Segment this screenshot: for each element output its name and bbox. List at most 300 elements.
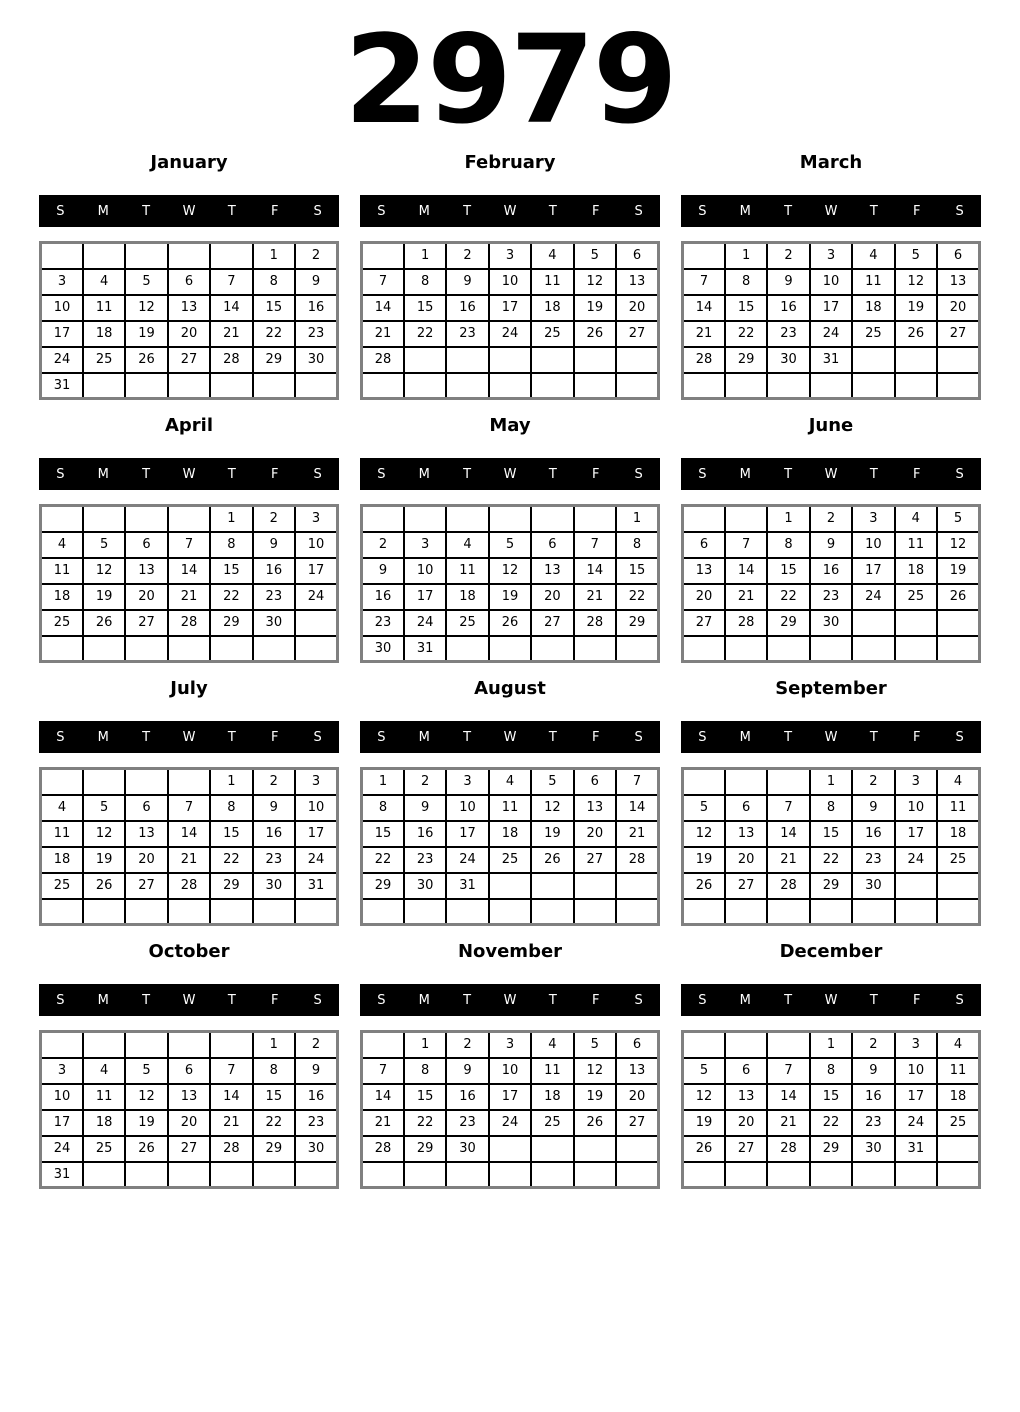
day-cell: 23: [295, 1110, 337, 1136]
day-cell: 18: [937, 1084, 979, 1110]
day-cell: 30: [295, 347, 337, 373]
day-cell: 17: [489, 295, 531, 321]
month-february: [360, 152, 660, 400]
month-december: [681, 941, 981, 1189]
empty-day-cell: [937, 610, 979, 636]
empty-day-cell: [253, 1162, 295, 1188]
weekday-header-row: [681, 721, 981, 753]
day-cell: 27: [616, 321, 658, 347]
day-cell: 7: [362, 1058, 404, 1084]
day-cell: 31: [41, 1162, 83, 1188]
month-grid: [360, 504, 660, 663]
day-cell: 14: [168, 821, 210, 847]
day-cell: 17: [295, 558, 337, 584]
weekday-label: T: [784, 992, 793, 1008]
day-cell: 6: [725, 795, 767, 821]
day-cell: 8: [404, 269, 446, 295]
empty-day-cell: [362, 1032, 404, 1058]
day-cell: 29: [253, 347, 295, 373]
day-cell: 20: [725, 1110, 767, 1136]
empty-day-cell: [937, 373, 979, 399]
day-cell: 16: [404, 821, 446, 847]
day-cell: 1: [253, 243, 295, 269]
day-cell: 16: [295, 1084, 337, 1110]
day-cell: 8: [616, 532, 658, 558]
week-row: [41, 1110, 338, 1136]
day-cell: 3: [895, 769, 937, 795]
week-row: [41, 899, 338, 925]
empty-day-cell: [404, 347, 446, 373]
empty-day-cell: [725, 636, 767, 662]
empty-day-cell: [937, 899, 979, 925]
weekday-label: S: [698, 729, 707, 745]
week-row: [41, 321, 338, 347]
day-cell: 11: [41, 821, 83, 847]
day-cell: 22: [404, 1110, 446, 1136]
empty-day-cell: [852, 636, 894, 662]
week-row: [683, 373, 980, 399]
weekday-label: F: [591, 729, 600, 745]
day-cell: 21: [210, 1110, 252, 1136]
day-cell: 10: [404, 558, 446, 584]
week-row: [362, 769, 659, 795]
day-cell: 29: [810, 1136, 852, 1162]
day-cell: 7: [767, 795, 809, 821]
day-cell: 24: [41, 1136, 83, 1162]
day-cell: 9: [446, 1058, 488, 1084]
empty-day-cell: [574, 506, 616, 532]
day-cell: 5: [574, 1032, 616, 1058]
day-cell: 12: [574, 269, 616, 295]
weekday-header-row: [39, 195, 339, 227]
day-cell: 16: [446, 1084, 488, 1110]
day-cell: 20: [616, 1084, 658, 1110]
empty-day-cell: [616, 899, 658, 925]
year-title: 2979: [344, 9, 676, 151]
day-cell: 8: [210, 532, 252, 558]
week-row: [683, 795, 980, 821]
weekday-label: M: [97, 466, 109, 482]
empty-day-cell: [895, 347, 937, 373]
empty-day-cell: [616, 873, 658, 899]
day-cell: 19: [531, 821, 573, 847]
day-cell: 30: [253, 873, 295, 899]
empty-day-cell: [683, 373, 725, 399]
day-cell: 19: [683, 847, 725, 873]
day-cell: 13: [125, 558, 167, 584]
week-row: [683, 1058, 980, 1084]
day-cell: 22: [404, 321, 446, 347]
week-row: [683, 558, 980, 584]
empty-day-cell: [83, 506, 125, 532]
day-cell: 13: [125, 821, 167, 847]
empty-day-cell: [210, 1162, 252, 1188]
day-cell: 12: [531, 795, 573, 821]
day-cell: 19: [937, 558, 979, 584]
day-cell: 6: [125, 532, 167, 558]
week-row: [41, 636, 338, 662]
day-cell: 27: [725, 873, 767, 899]
day-cell: 23: [446, 321, 488, 347]
day-cell: 1: [810, 769, 852, 795]
empty-day-cell: [531, 347, 573, 373]
day-cell: 26: [125, 347, 167, 373]
month-grid: [681, 504, 981, 663]
month-june: [681, 415, 981, 663]
empty-day-cell: [531, 899, 573, 925]
day-cell: 14: [362, 1084, 404, 1110]
empty-day-cell: [683, 636, 725, 662]
weekday-label: T: [227, 992, 236, 1008]
empty-day-cell: [767, 636, 809, 662]
weekday-label: T: [463, 466, 472, 482]
weekday-label: F: [270, 992, 279, 1008]
week-row: [683, 769, 980, 795]
day-cell: 21: [725, 584, 767, 610]
empty-day-cell: [683, 1032, 725, 1058]
day-cell: 17: [446, 821, 488, 847]
day-cell: 16: [852, 1084, 894, 1110]
weekday-label: S: [955, 992, 964, 1008]
day-cell: 3: [295, 769, 337, 795]
day-cell: 1: [767, 506, 809, 532]
week-row: [362, 1110, 659, 1136]
day-cell: 10: [852, 532, 894, 558]
day-cell: 5: [125, 1058, 167, 1084]
week-row: [362, 347, 659, 373]
week-row: [362, 295, 659, 321]
weekday-label: W: [182, 992, 196, 1008]
month-title: August: [474, 678, 546, 699]
day-cell: 18: [489, 821, 531, 847]
empty-day-cell: [404, 506, 446, 532]
day-cell: 9: [810, 532, 852, 558]
day-cell: 27: [725, 1136, 767, 1162]
empty-day-cell: [362, 1162, 404, 1188]
weekday-label: S: [313, 729, 322, 745]
day-cell: 15: [210, 558, 252, 584]
weekday-label: W: [503, 203, 517, 219]
day-cell: 23: [404, 847, 446, 873]
weekday-header-row: [681, 984, 981, 1016]
day-cell: 1: [404, 1032, 446, 1058]
week-row: [683, 1162, 980, 1188]
day-cell: 14: [362, 295, 404, 321]
weekday-label: T: [142, 466, 151, 482]
day-cell: 2: [295, 243, 337, 269]
weekday-label: W: [824, 729, 838, 745]
week-row: [41, 795, 338, 821]
day-cell: 5: [683, 795, 725, 821]
day-cell: 24: [895, 1110, 937, 1136]
day-cell: 14: [210, 1084, 252, 1110]
day-cell: 13: [574, 795, 616, 821]
weekday-label: W: [182, 466, 196, 482]
day-cell: 8: [767, 532, 809, 558]
empty-day-cell: [489, 1162, 531, 1188]
day-cell: 7: [574, 532, 616, 558]
day-cell: 16: [767, 295, 809, 321]
day-cell: 23: [852, 847, 894, 873]
week-row: [41, 847, 338, 873]
empty-day-cell: [41, 636, 83, 662]
day-cell: 24: [295, 847, 337, 873]
day-cell: 25: [83, 1136, 125, 1162]
day-cell: 24: [489, 321, 531, 347]
day-cell: 19: [574, 1084, 616, 1110]
empty-day-cell: [210, 1032, 252, 1058]
month-grid: [681, 1030, 981, 1189]
weekday-label: M: [739, 466, 751, 482]
day-cell: 3: [41, 269, 83, 295]
day-cell: 2: [295, 1032, 337, 1058]
empty-day-cell: [531, 1136, 573, 1162]
day-cell: 18: [937, 821, 979, 847]
week-row: [683, 636, 980, 662]
day-cell: 2: [852, 1032, 894, 1058]
weekday-label: T: [784, 729, 793, 745]
weekday-label: M: [418, 992, 430, 1008]
day-cell: 24: [404, 610, 446, 636]
day-cell: 20: [125, 584, 167, 610]
empty-day-cell: [125, 899, 167, 925]
day-cell: 31: [295, 873, 337, 899]
day-cell: 5: [683, 1058, 725, 1084]
weekday-label: S: [56, 203, 65, 219]
empty-day-cell: [489, 347, 531, 373]
day-cell: 11: [83, 295, 125, 321]
day-cell: 21: [362, 1110, 404, 1136]
weekday-label: T: [463, 729, 472, 745]
week-row: [683, 243, 980, 269]
day-cell: 26: [574, 1110, 616, 1136]
empty-day-cell: [767, 769, 809, 795]
empty-day-cell: [937, 347, 979, 373]
empty-day-cell: [810, 899, 852, 925]
day-cell: 9: [852, 795, 894, 821]
day-cell: 1: [810, 1032, 852, 1058]
week-row: [41, 1136, 338, 1162]
weekday-label: F: [270, 729, 279, 745]
day-cell: 30: [446, 1136, 488, 1162]
empty-day-cell: [895, 610, 937, 636]
weekday-label: T: [869, 466, 878, 482]
empty-day-cell: [295, 636, 337, 662]
day-cell: 26: [83, 610, 125, 636]
week-row: [41, 1032, 338, 1058]
day-cell: 17: [404, 584, 446, 610]
day-cell: 20: [168, 321, 210, 347]
month-january: [39, 152, 339, 400]
day-cell: 6: [616, 243, 658, 269]
weekday-label: W: [824, 992, 838, 1008]
month-grid: [39, 504, 339, 663]
day-cell: 11: [937, 1058, 979, 1084]
day-cell: 11: [83, 1084, 125, 1110]
weekday-label: M: [97, 203, 109, 219]
weekday-label: T: [548, 203, 557, 219]
month-august: [360, 678, 660, 926]
empty-day-cell: [295, 610, 337, 636]
empty-day-cell: [168, 769, 210, 795]
months-grid: [0, 148, 1020, 1189]
day-cell: 12: [937, 532, 979, 558]
day-cell: 20: [725, 847, 767, 873]
empty-day-cell: [767, 899, 809, 925]
empty-day-cell: [125, 373, 167, 399]
empty-day-cell: [168, 636, 210, 662]
day-cell: 13: [683, 558, 725, 584]
month-title: May: [489, 415, 531, 436]
weekday-label: T: [142, 992, 151, 1008]
day-cell: 11: [41, 558, 83, 584]
day-cell: 18: [895, 558, 937, 584]
month-title: October: [148, 941, 230, 962]
day-cell: 4: [489, 769, 531, 795]
day-cell: 14: [616, 795, 658, 821]
day-cell: 27: [616, 1110, 658, 1136]
day-cell: 29: [810, 873, 852, 899]
day-cell: 24: [810, 321, 852, 347]
day-cell: 22: [253, 321, 295, 347]
empty-day-cell: [489, 1136, 531, 1162]
day-cell: 16: [362, 584, 404, 610]
empty-day-cell: [295, 1162, 337, 1188]
day-cell: 15: [810, 1084, 852, 1110]
weekday-label: S: [634, 729, 643, 745]
empty-day-cell: [852, 610, 894, 636]
day-cell: 10: [41, 295, 83, 321]
week-row: [362, 873, 659, 899]
empty-day-cell: [489, 373, 531, 399]
empty-day-cell: [683, 1162, 725, 1188]
day-cell: 28: [616, 847, 658, 873]
day-cell: 22: [253, 1110, 295, 1136]
day-cell: 25: [41, 873, 83, 899]
day-cell: 27: [168, 347, 210, 373]
day-cell: 6: [574, 769, 616, 795]
weekday-label: S: [698, 466, 707, 482]
week-row: [362, 558, 659, 584]
day-cell: 25: [489, 847, 531, 873]
week-row: [41, 873, 338, 899]
day-cell: 30: [852, 873, 894, 899]
week-row: [683, 873, 980, 899]
weekday-label: F: [591, 203, 600, 219]
empty-day-cell: [852, 1162, 894, 1188]
empty-day-cell: [725, 506, 767, 532]
weekday-label: T: [227, 729, 236, 745]
empty-day-cell: [83, 1032, 125, 1058]
day-cell: 16: [810, 558, 852, 584]
day-cell: 2: [253, 769, 295, 795]
weekday-header-row: [360, 721, 660, 753]
day-cell: 11: [531, 269, 573, 295]
day-cell: 7: [616, 769, 658, 795]
day-cell: 30: [810, 610, 852, 636]
day-cell: 10: [295, 532, 337, 558]
empty-day-cell: [210, 373, 252, 399]
day-cell: 6: [125, 795, 167, 821]
empty-day-cell: [83, 769, 125, 795]
empty-day-cell: [574, 373, 616, 399]
day-cell: 25: [852, 321, 894, 347]
week-row: [41, 821, 338, 847]
week-row: [683, 1084, 980, 1110]
day-cell: 25: [937, 847, 979, 873]
day-cell: 12: [489, 558, 531, 584]
empty-day-cell: [767, 1162, 809, 1188]
day-cell: 6: [168, 1058, 210, 1084]
week-row: [41, 1162, 338, 1188]
day-cell: 16: [253, 821, 295, 847]
day-cell: 3: [446, 769, 488, 795]
day-cell: 11: [446, 558, 488, 584]
empty-day-cell: [168, 506, 210, 532]
day-cell: 9: [767, 269, 809, 295]
month-title: November: [457, 941, 563, 962]
empty-day-cell: [125, 1162, 167, 1188]
day-cell: 7: [362, 269, 404, 295]
day-cell: 22: [810, 847, 852, 873]
empty-day-cell: [41, 769, 83, 795]
weekday-label: M: [418, 203, 430, 219]
day-cell: 8: [253, 269, 295, 295]
day-cell: 3: [810, 243, 852, 269]
weekday-label: M: [418, 729, 430, 745]
month-october: [39, 941, 339, 1189]
day-cell: 21: [683, 321, 725, 347]
week-row: [683, 1110, 980, 1136]
day-cell: 13: [725, 821, 767, 847]
day-cell: 29: [404, 1136, 446, 1162]
day-cell: 15: [725, 295, 767, 321]
week-row: [362, 506, 659, 532]
empty-day-cell: [810, 373, 852, 399]
day-cell: 18: [446, 584, 488, 610]
week-row: [41, 558, 338, 584]
empty-day-cell: [253, 899, 295, 925]
day-cell: 24: [295, 584, 337, 610]
empty-day-cell: [574, 636, 616, 662]
week-row: [41, 610, 338, 636]
day-cell: 26: [83, 873, 125, 899]
day-cell: 3: [852, 506, 894, 532]
weekday-label: S: [634, 466, 643, 482]
day-cell: 11: [937, 795, 979, 821]
weekday-label: S: [313, 992, 322, 1008]
weekday-label: M: [739, 992, 751, 1008]
weekday-label: W: [503, 729, 517, 745]
week-row: [41, 243, 338, 269]
day-cell: 16: [852, 821, 894, 847]
month-april: [39, 415, 339, 663]
day-cell: 23: [362, 610, 404, 636]
day-cell: 27: [531, 610, 573, 636]
empty-day-cell: [210, 899, 252, 925]
day-cell: 25: [937, 1110, 979, 1136]
week-row: [683, 584, 980, 610]
weekday-label: F: [270, 466, 279, 482]
weekday-label: S: [634, 992, 643, 1008]
empty-day-cell: [83, 373, 125, 399]
day-cell: 19: [574, 295, 616, 321]
empty-day-cell: [683, 243, 725, 269]
day-cell: 27: [125, 610, 167, 636]
empty-day-cell: [489, 873, 531, 899]
weekday-label: F: [591, 466, 600, 482]
empty-day-cell: [725, 899, 767, 925]
